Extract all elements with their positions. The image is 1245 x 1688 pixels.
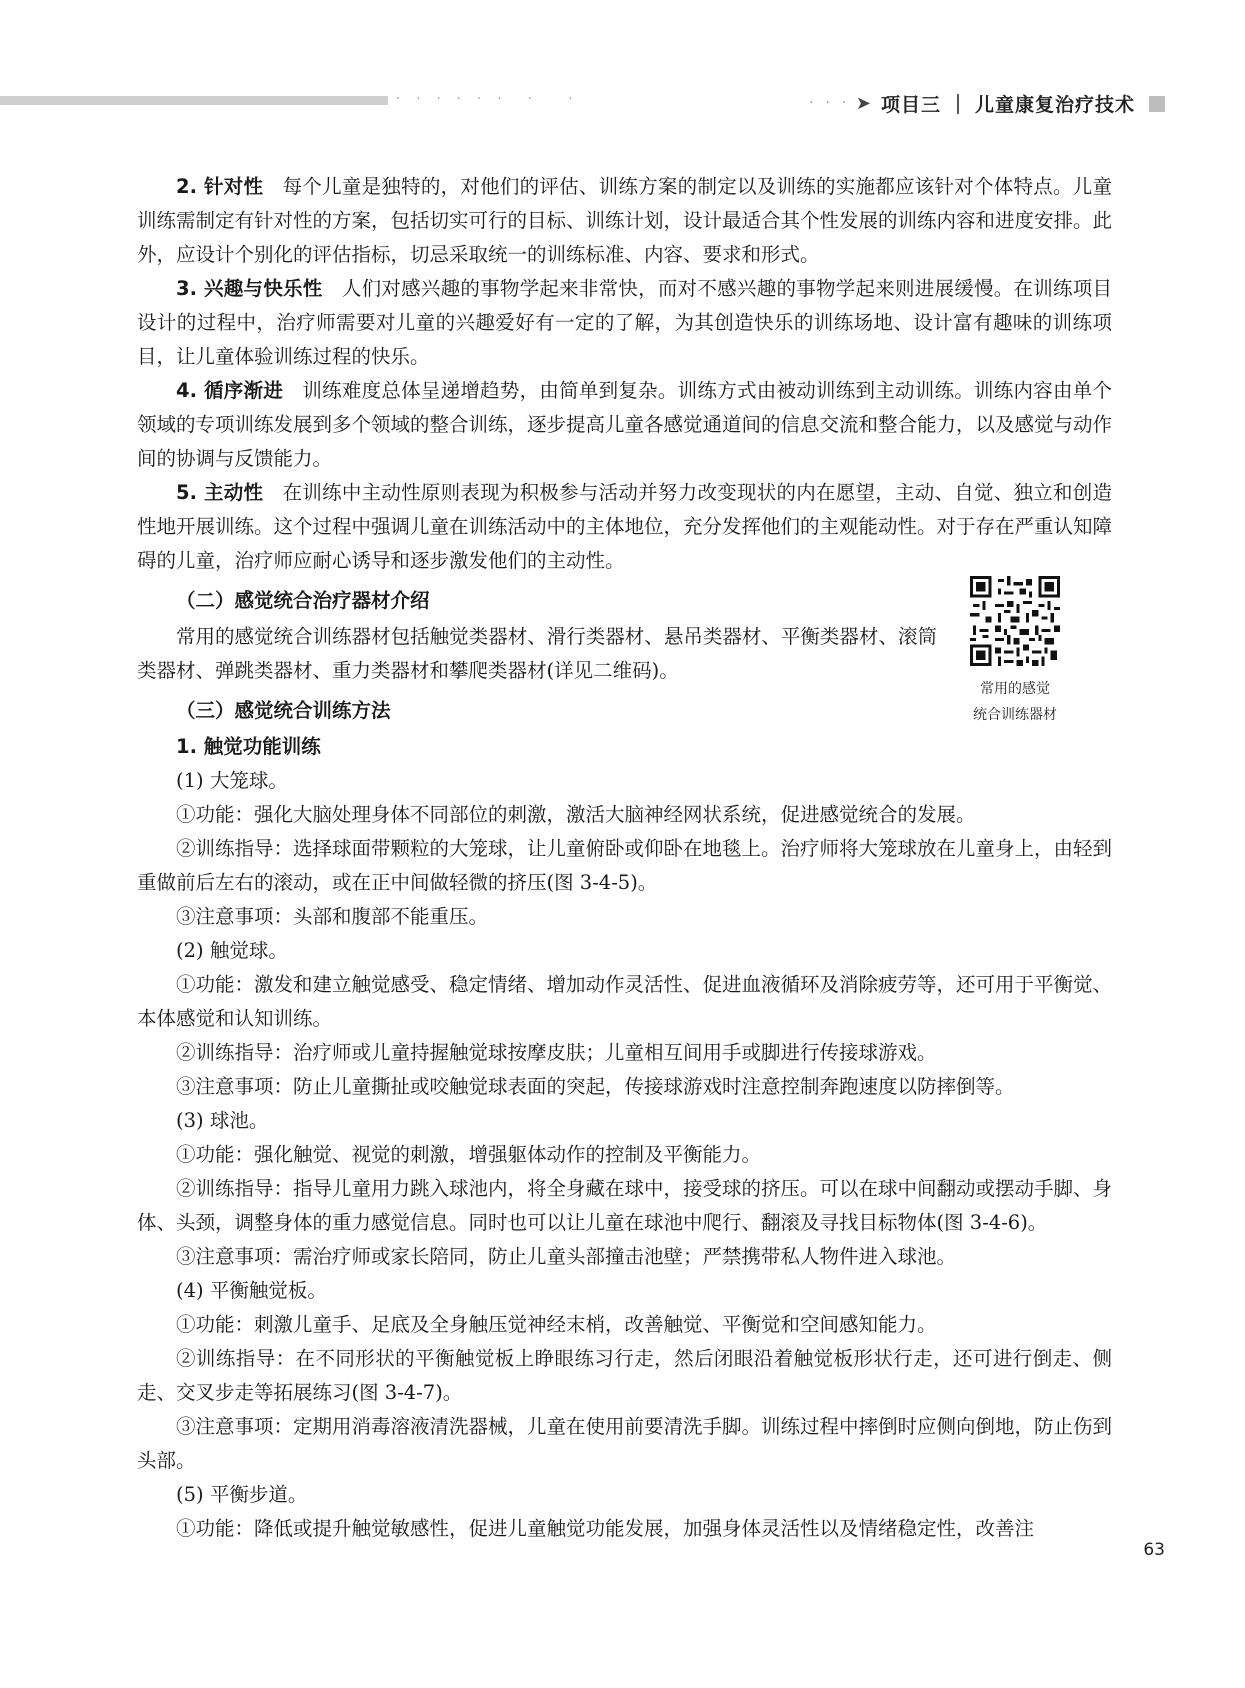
section-heading-methods: （三）感觉统合训练方法 bbox=[176, 699, 391, 722]
header-decor-bar bbox=[0, 96, 388, 105]
list-item: ②训练指导：在不同形状的平衡触觉板上睁眼练习行走，然后闭眼沿着触觉板形状行走，还可进行倒走、侧走、交叉步走等拓展练习(图 3-4-7)。 bbox=[137, 1347, 1112, 1404]
principle-label: 5. 主动性 bbox=[176, 481, 264, 504]
header-square-icon bbox=[1149, 96, 1165, 112]
qr-caption-line: 统合训练器材 bbox=[973, 707, 1057, 723]
list-item: (3) 球池。 bbox=[176, 1109, 269, 1132]
list-item: ①功能：降低或提升触觉敏感性，促进儿童触觉功能发展，加强身体灵活性以及情绪稳定性，改善注 bbox=[176, 1517, 1035, 1540]
list-item: ③注意事项：需治疗师或家长陪同，防止儿童头部撞击池壁；严禁携带私人物件进入球池。 bbox=[176, 1245, 957, 1268]
list-item: ①功能：强化大脑处理身体不同部位的刺激，激活大脑神经网状系统，促进感觉统合的发展。 bbox=[176, 803, 976, 826]
list-item: ③注意事项：头部和腹部不能重压。 bbox=[176, 905, 489, 928]
list-item: ②训练指导：治疗师或儿童持握触觉球按摩皮肤；儿童相互间用手或脚进行传接球游戏。 bbox=[176, 1041, 937, 1064]
principle-text: 训练难度总体呈递增趋势，由简单到复杂。训练方式由被动训练到主动训练。训练内容由单个领域的专项训练发展到多个领域的整合训练，逐步提高儿童各感觉通道间的信息交流和整合能力，以及感觉与动作间的协调与反馈能力。 bbox=[137, 379, 1113, 470]
header-dots: · · · bbox=[809, 96, 850, 111]
paragraph-principle-5 bbox=[137, 476, 1112, 578]
list-item: (1) 大笼球。 bbox=[176, 769, 288, 792]
list-item: (2) 触觉球。 bbox=[176, 939, 288, 962]
principle-text: 每个儿童是独特的，对他们的评估、训练方案的制定以及训练的实施都应该针对个体特点。儿童训练需制定有针对性的方案，包括切实可行的目标、训练计划，设计最适合其个性发展的训练内容和进度安排。此外，应设计个别化的评估指标，切忌采取统一的训练标准、内容、要求和形式。 bbox=[137, 175, 1113, 266]
list-item: (4) 平衡触觉板。 bbox=[176, 1279, 327, 1302]
header-decor-dots: · · · · · · · · bbox=[396, 92, 579, 107]
running-header bbox=[809, 90, 1165, 117]
list-item: ③注意事项：防止儿童撕扯或咬触觉球表面的突起，传接球游戏时注意控制奔跑速度以防摔倒等。 bbox=[176, 1075, 1015, 1098]
subheading-tactile-training: 1. 触觉功能训练 bbox=[176, 735, 321, 758]
header-project: 项目三 bbox=[880, 94, 941, 116]
paragraph-principle-3 bbox=[137, 272, 1112, 374]
qr-code-icon[interactable] bbox=[970, 576, 1060, 666]
page-number: 63 bbox=[1143, 1540, 1165, 1560]
principle-text: 人们对感兴趣的事物学起来非常快，而对不感兴趣的事物学起来则进展缓慢。在训练项目设计的过程中，治疗师需要对儿童的兴趣爱好有一定的了解，为其创造快乐的训练场地、设计富有趣味的训练项目，让儿童体验训练过程的快乐。 bbox=[137, 277, 1112, 368]
qr-code-block bbox=[960, 576, 1070, 728]
paragraph-equipment: 常用的感觉统合训练器材包括触觉类器材、滑行类器材、悬吊类器材、平衡类器材、滚筒类器材、弹跳类器材、重力类器材和攀爬类器材(详见二维码)。 bbox=[137, 625, 937, 682]
paragraph-principle-4 bbox=[137, 374, 1112, 476]
paragraph-principle-2 bbox=[137, 170, 1112, 272]
list-item: ③注意事项：定期用消毒溶液清洗器械，儿童在使用前要清洗手脚。训练过程中摔倒时应侧向倒地，防止伤到头部。 bbox=[137, 1415, 1113, 1472]
page-body bbox=[137, 170, 1112, 1546]
header-divider bbox=[957, 94, 959, 114]
list-item: ②训练指导：选择球面带颗粒的大笼球，让儿童俯卧或仰卧在地毯上。治疗师将大笼球放在儿童身上，由轻到重做前后左右的滚动，或在正中间做轻微的挤压(图 3-4-5)。 bbox=[137, 837, 1113, 894]
list-item: ①功能：激发和建立触觉感受、稳定情绪、增加动作灵活性、促进血液循环及消除疲劳等，还可用于平衡觉、本体感觉和认知训练。 bbox=[137, 973, 1113, 1030]
principle-label: 4. 循序渐进 bbox=[176, 379, 284, 402]
principle-label: 2. 针对性 bbox=[176, 175, 264, 198]
list-item: ①功能：强化触觉、视觉的刺激，增强躯体动作的控制及平衡能力。 bbox=[176, 1143, 762, 1166]
section-heading-equipment: （二）感觉统合治疗器材介绍 bbox=[176, 589, 430, 612]
chevron-right-icon: ➤ bbox=[855, 93, 871, 114]
principle-text: 在训练中主动性原则表现为积极参与活动并努力改变现状的内在愿望，主动、自觉、独立和创造性地开展训练。这个过程中强调儿童在训练活动中的主体地位，充分发挥他们的主观能动性。对于存在严重认知障碍的儿童，治疗师应耐心诱导和逐步激发他们的主动性。 bbox=[137, 481, 1113, 572]
header-title: 儿童康复治疗技术 bbox=[974, 94, 1135, 116]
list-item: (5) 平衡步道。 bbox=[176, 1483, 308, 1506]
list-item: ①功能：刺激儿童手、足底及全身触压觉神经末梢，改善触觉、平衡觉和空间感知能力。 bbox=[176, 1313, 937, 1336]
qr-caption-line: 常用的感觉 bbox=[980, 681, 1050, 697]
principle-label: 3. 兴趣与快乐性 bbox=[176, 277, 323, 300]
qr-caption bbox=[960, 676, 1070, 728]
list-item: ②训练指导：指导儿童用力跳入球池内，将全身藏在球中，接受球的挤压。可以在球中间翻动或摆动手脚、身体、头颈，调整身体的重力感觉信息。同时也可以让儿童在球池中爬行、翻滚及寻找目标物体(图 3-4-6)。 bbox=[137, 1177, 1113, 1234]
